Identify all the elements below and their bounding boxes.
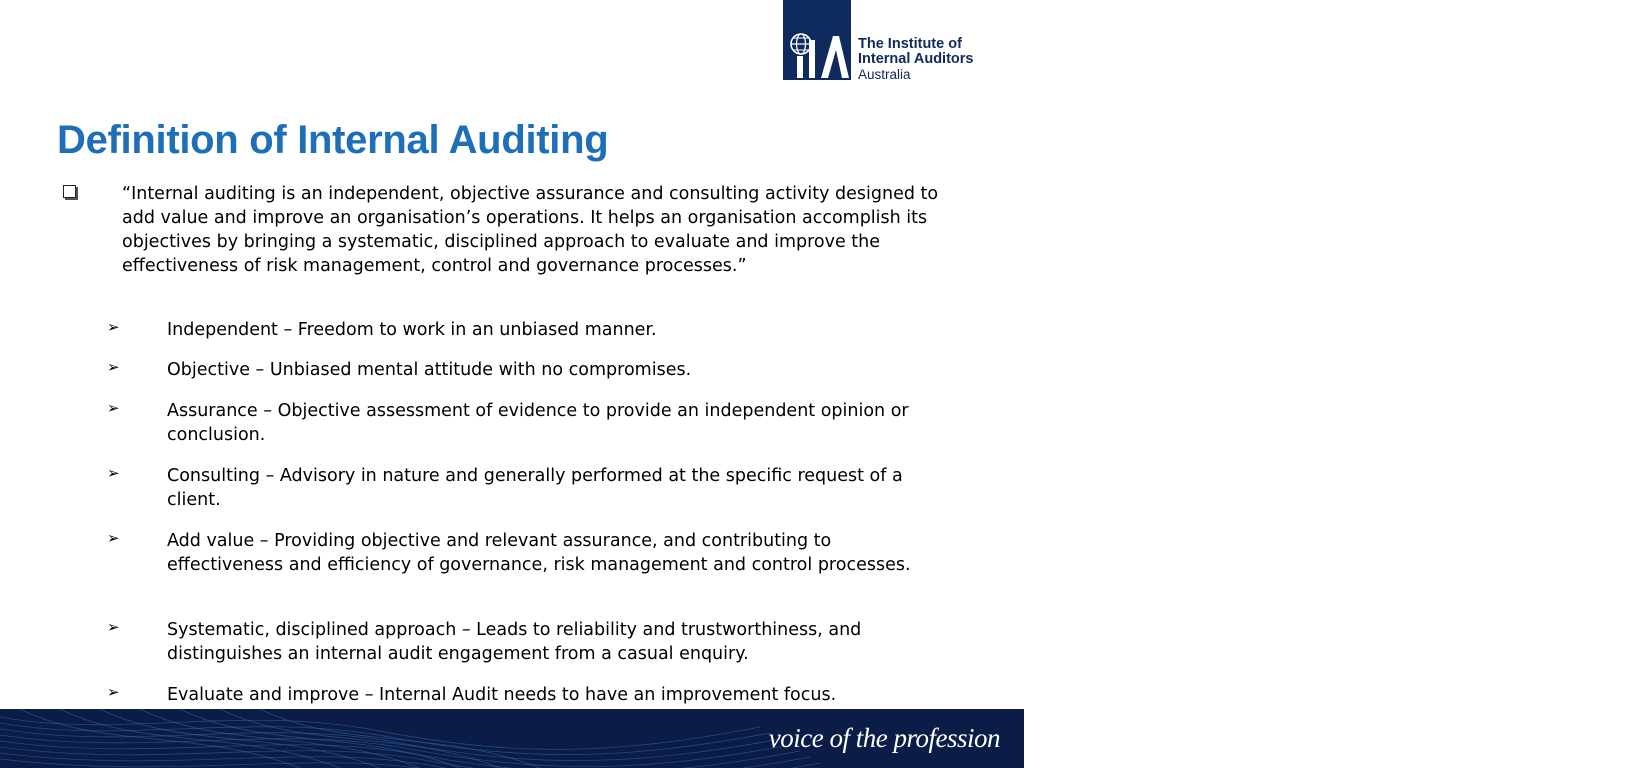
trademark-mark: TM	[1617, 42, 1626, 48]
list-item-text: Independent – Freedom to work in an unbiased manner.	[167, 320, 657, 340]
arrow-bullet-icon: ➢	[107, 358, 120, 376]
list-item-text: Consulting – Advisory in nature and generally performed at the specific request of a client.	[167, 466, 903, 510]
arrow-bullet-icon: ➢	[107, 683, 120, 701]
logo-line-1: The Institute of	[858, 36, 962, 52]
footer-banner	[0, 709, 1024, 768]
arrow-bullet-icon: ➢	[107, 529, 120, 547]
arrow-bullet-icon: ➢	[107, 464, 120, 482]
checkbox-bullet-icon	[63, 185, 76, 198]
footer-tagline: voice of the profession	[768, 723, 1000, 753]
arrow-bullet-icon: ➢	[107, 618, 120, 636]
logo-line-2: Internal Auditors	[858, 51, 974, 67]
definition-quote: “Internal auditing is an independent, objective assurance and consulting activity designed to add value and improve an organisation’s operations. It helps an organisation accomplish its objectives by bringing a systematic, disciplined approach to evaluate and improve the effectiveness of risk management, control and governance processes.”	[122, 184, 939, 276]
arrow-bullet-icon: ➢	[107, 318, 120, 336]
arrow-bullet-icon: ➢	[107, 399, 120, 417]
iia-logo-text	[858, 37, 973, 82]
logo-line-3: Australia	[858, 67, 911, 82]
list-item-text: Evaluate and improve – Internal Audit needs to have an improvement focus.	[167, 685, 837, 705]
list-item-text: Objective – Unbiased mental attitude with no compromises.	[167, 360, 692, 380]
list-item-text: Add value – Providing objective and relevant assurance, and contributing to effectiveness and efficiency of governance, risk management and control processes.	[167, 531, 911, 575]
list-item-text: Systematic, disciplined approach – Leads to reliability and trustworthiness, and distinguishes an internal audit engagement from a casual enquiry.	[167, 620, 862, 664]
globe-icon	[783, 0, 851, 80]
slide-title: Definition of Internal Auditing	[57, 118, 609, 162]
list-item-text: Assurance – Objective assessment of evidence to provide an independent opinion or conclusion.	[167, 401, 909, 445]
